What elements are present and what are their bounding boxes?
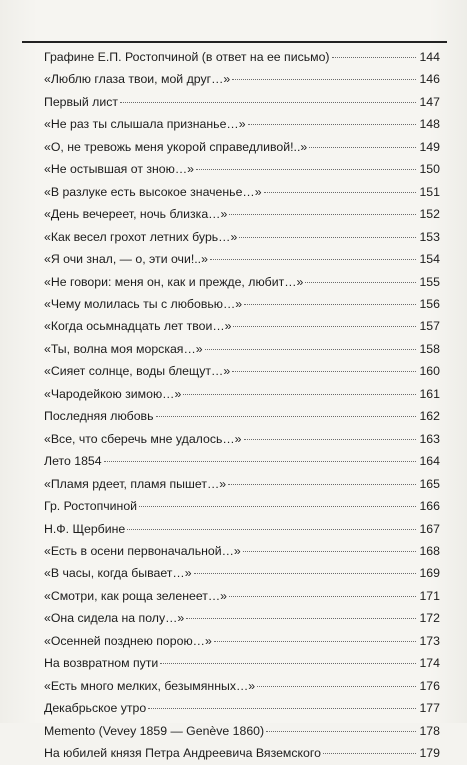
toc-entry-title: «Ты, волна моя морская…» [44, 341, 203, 356]
toc-entry [44, 315, 440, 337]
toc-entry-title: Лето 1854 [44, 454, 102, 469]
toc-entry [44, 293, 440, 315]
toc-entry-title: «Все, что сберечь мне удалось…» [44, 431, 242, 446]
toc-entry [44, 338, 440, 360]
toc-entry-page: 163 [419, 431, 440, 446]
dot-leader [239, 237, 416, 238]
toc-entry-title: На возвратном пути [44, 656, 159, 671]
toc-entry-page: 148 [419, 117, 440, 132]
dot-leader [183, 394, 416, 395]
header-rule [22, 41, 447, 43]
dot-leader [244, 439, 416, 440]
table-of-contents [44, 46, 440, 765]
dot-leader [232, 371, 416, 372]
dot-leader [205, 349, 416, 350]
dot-leader [257, 686, 416, 687]
toc-entry-page: 153 [419, 229, 440, 244]
toc-entry-page: 150 [419, 162, 440, 177]
dot-leader [196, 169, 416, 170]
toc-entry-page: 157 [419, 319, 440, 334]
toc-entry-page: 176 [419, 678, 440, 693]
toc-entry [44, 585, 440, 607]
dot-leader [229, 596, 416, 597]
toc-entry-page: 167 [419, 521, 440, 536]
dot-leader [229, 214, 416, 215]
toc-entry [44, 68, 440, 90]
toc-entry [44, 203, 440, 225]
toc-entry-title: «Осенней позднею порою…» [44, 633, 212, 648]
dot-leader [160, 663, 416, 664]
toc-entry-title: «О, не тревожь меня укорой справедливой!..» [44, 139, 308, 154]
dot-leader [139, 506, 416, 507]
toc-entry-page: 179 [419, 746, 440, 761]
toc-entry-page: 169 [419, 566, 440, 581]
toc-entry [44, 473, 440, 495]
toc-entry-page: 158 [419, 341, 440, 356]
toc-entry-page: 160 [419, 364, 440, 379]
dot-leader [243, 551, 416, 552]
dot-leader [244, 304, 416, 305]
toc-entry-page: 154 [419, 252, 440, 267]
toc-entry-title: «Есть много мелких, безымянных…» [44, 678, 256, 693]
toc-entry [44, 742, 440, 764]
toc-entry-page: 171 [419, 588, 440, 603]
toc-entry [44, 383, 440, 405]
dot-leader [127, 529, 416, 530]
toc-entry-title: «Не говори: меня он, как и прежде, любит…» [44, 274, 304, 289]
toc-entry-page: 156 [419, 296, 440, 311]
toc-entry-page: 149 [419, 139, 440, 154]
toc-entry-title: «Пламя рдеет, пламя пышет…» [44, 476, 227, 491]
toc-entry-title: «Чародейкою зимою…» [44, 386, 182, 401]
toc-entry-title: «Я очи знал, — о, эти очи!..» [44, 252, 208, 267]
toc-entry-page: 162 [419, 409, 440, 424]
toc-entry-title: Memento (Vevey 1859 — Genève 1860) [44, 723, 265, 738]
toc-entry [44, 675, 440, 697]
dot-leader [309, 147, 416, 148]
dot-leader [232, 79, 416, 80]
dot-leader [323, 753, 416, 754]
toc-entry-page: 144 [419, 50, 440, 64]
dot-leader [104, 461, 416, 462]
dot-leader [233, 326, 416, 327]
toc-entry [44, 562, 440, 584]
toc-entry [44, 697, 440, 719]
toc-entry-title: «Есть в осени первоначальной…» [44, 543, 241, 558]
toc-entry-page: 165 [419, 476, 440, 491]
toc-entry-title: «Когда осьмнадцать лет твои…» [44, 319, 232, 334]
toc-entry-title: «Люблю глаза твои, мой друг…» [44, 72, 231, 87]
toc-entry-title: «Она сидела на полу…» [44, 611, 185, 626]
toc-entry [44, 405, 440, 427]
dot-leader [214, 641, 416, 642]
dot-leader [120, 102, 416, 103]
toc-entry-title: Последняя любовь [44, 409, 154, 424]
toc-entry [44, 360, 440, 382]
toc-entry [44, 495, 440, 517]
toc-entry-title: «Не остывшая от зною…» [44, 162, 194, 177]
toc-entry [44, 226, 440, 248]
toc-entry-title: Первый лист [44, 94, 118, 109]
toc-entry [44, 91, 440, 113]
toc-entry-page: 161 [419, 386, 440, 401]
toc-entry-page: 151 [419, 184, 440, 199]
toc-entry [44, 113, 440, 135]
toc-entry-title: Графине Е.П. Ростопчиной (в ответ на ее письмо) [44, 50, 330, 64]
toc-entry [44, 652, 440, 674]
toc-entry [44, 158, 440, 180]
toc-entry-page: 174 [419, 656, 440, 671]
toc-entry-page: 155 [419, 274, 440, 289]
toc-entry-page: 168 [419, 543, 440, 558]
toc-entry-title: Гр. Ростопчиной [44, 499, 138, 514]
dot-leader [332, 57, 416, 58]
toc-entry [44, 136, 440, 158]
dot-leader [305, 282, 416, 283]
toc-entry-page: 172 [419, 611, 440, 626]
dot-leader [148, 708, 416, 709]
toc-entry-title: На юбилей князя Петра Андреевича Вяземского [44, 746, 321, 761]
toc-entry [44, 271, 440, 293]
toc-entry [44, 46, 440, 68]
toc-entry-page: 164 [419, 454, 440, 469]
toc-entry [44, 518, 440, 540]
toc-entry-title: «В часы, когда бывает…» [44, 566, 192, 581]
dot-leader [228, 484, 416, 485]
dot-leader [210, 259, 416, 260]
dot-leader [266, 731, 416, 732]
toc-entry [44, 540, 440, 562]
dot-leader [248, 124, 416, 125]
toc-entry-title: «День вечереет, ночь близка…» [44, 207, 228, 222]
toc-entry-title: «В разлуке есть высокое значенье…» [44, 184, 262, 199]
toc-entry-title: «Сияет солнце, воды блещут…» [44, 364, 231, 379]
toc-entry-title: Н.Ф. Щербине [44, 521, 126, 536]
toc-entry [44, 428, 440, 450]
toc-entry-page: 173 [419, 633, 440, 648]
toc-entry-page: 146 [419, 72, 440, 87]
toc-entry [44, 181, 440, 203]
toc-entry-title: «Не раз ты слышала признанье…» [44, 117, 246, 132]
toc-entry-title: «Чему молилась ты с любовью…» [44, 296, 243, 311]
toc-entry-page: 166 [419, 499, 440, 514]
dot-leader [194, 573, 416, 574]
dot-leader [264, 192, 416, 193]
dot-leader [186, 618, 416, 619]
toc-entry-page: 147 [419, 94, 440, 109]
toc-entry-page: 178 [419, 723, 440, 738]
toc-entry [44, 248, 440, 270]
toc-entry-title: «Смотри, как роща зеленеет…» [44, 588, 228, 603]
toc-entry-title: Декабрьское утро [44, 701, 147, 716]
toc-entry [44, 630, 440, 652]
toc-entry-title: «Как весел грохот летних бурь…» [44, 229, 238, 244]
toc-entry-page: 177 [419, 701, 440, 716]
toc-entry [44, 450, 440, 472]
dot-leader [156, 416, 417, 417]
toc-entry-page: 152 [419, 207, 440, 222]
toc-entry [44, 607, 440, 629]
